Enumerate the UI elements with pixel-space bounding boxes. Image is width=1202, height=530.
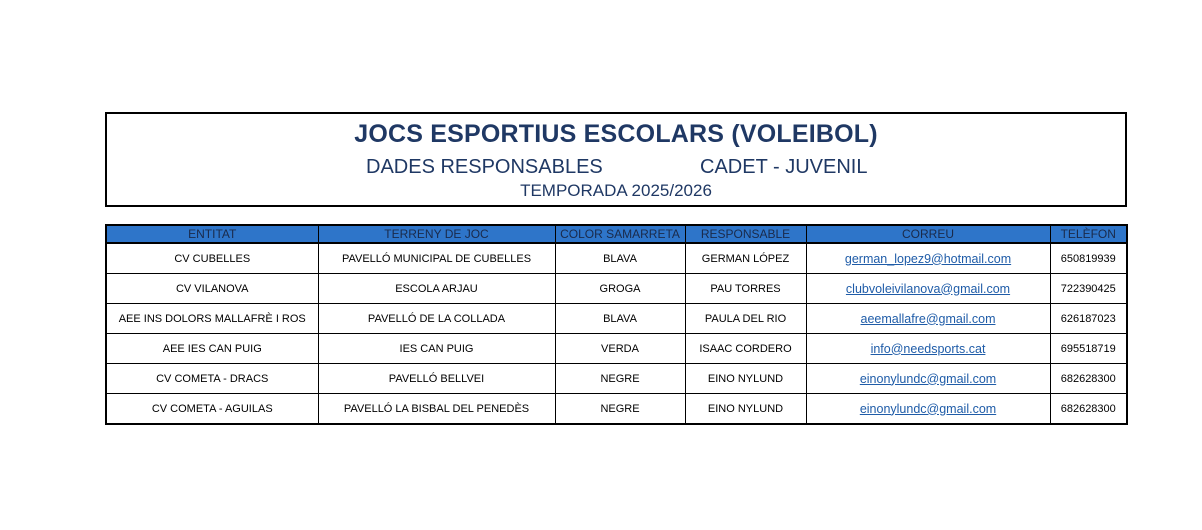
cell-entitat: CV VILANOVA — [107, 274, 318, 304]
cell-telefon: 722390425 — [1050, 274, 1126, 304]
cell-telefon: 650819939 — [1050, 243, 1126, 274]
season-label: TEMPORADA 2025/2026 — [520, 181, 712, 200]
email-link[interactable]: einonylundc@gmail.com — [806, 394, 1050, 424]
cell-responsable: GERMAN LÓPEZ — [685, 243, 806, 274]
column-header-correu: CORREU — [806, 226, 1050, 243]
cell-telefon: 682628300 — [1050, 364, 1126, 394]
contacts-table — [105, 224, 1128, 425]
column-header-telefon: TELÈFON — [1050, 226, 1126, 243]
cell-color: VERDA — [555, 334, 685, 364]
cell-color: NEGRE — [555, 394, 685, 424]
cell-entitat: AEE INS DOLORS MALLAFRÈ I ROS — [107, 304, 318, 334]
cell-color: NEGRE — [555, 364, 685, 394]
cell-responsable: PAU TORRES — [685, 274, 806, 304]
column-header-color: COLOR SAMARRETA — [555, 226, 685, 243]
column-header-entitat: ENTITAT — [107, 226, 318, 243]
cell-color: GROGA — [555, 274, 685, 304]
table-row — [107, 243, 1126, 274]
cell-terreny: PAVELLÓ LA BISBAL DEL PENEDÈS — [318, 394, 555, 424]
email-link[interactable]: clubvoleivilanova@gmail.com — [806, 274, 1050, 304]
cell-terreny: IES CAN PUIG — [318, 334, 555, 364]
email-link[interactable]: einonylundc@gmail.com — [806, 364, 1050, 394]
cell-color: BLAVA — [555, 304, 685, 334]
cell-entitat: AEE IES CAN PUIG — [107, 334, 318, 364]
cell-terreny: PAVELLÓ BELLVEI — [318, 364, 555, 394]
cell-responsable: PAULA DEL RIO — [685, 304, 806, 334]
cell-responsable: EINO NYLUND — [685, 364, 806, 394]
cell-responsable: EINO NYLUND — [685, 394, 806, 424]
cell-terreny: PAVELLÓ DE LA COLLADA — [318, 304, 555, 334]
email-link[interactable]: info@needsports.cat — [806, 334, 1050, 364]
table-row — [107, 274, 1126, 304]
subtitle-category: CADET - JUVENIL — [700, 156, 868, 178]
table-header-row — [107, 226, 1126, 243]
page-title: JOCS ESPORTIUS ESCOLARS (VOLEIBOL) — [354, 120, 878, 148]
subtitle-responsables: DADES RESPONSABLES — [366, 156, 603, 178]
cell-responsable: ISAAC CORDERO — [685, 334, 806, 364]
cell-terreny: PAVELLÓ MUNICIPAL DE CUBELLES — [318, 243, 555, 274]
column-header-responsable: RESPONSABLE — [685, 226, 806, 243]
table-row — [107, 334, 1126, 364]
table-row — [107, 304, 1126, 334]
title-box — [105, 112, 1127, 207]
cell-terreny: ESCOLA ARJAU — [318, 274, 555, 304]
table-row — [107, 394, 1126, 424]
cell-telefon: 695518719 — [1050, 334, 1126, 364]
cell-telefon: 626187023 — [1050, 304, 1126, 334]
email-link[interactable]: aeemallafre@gmail.com — [806, 304, 1050, 334]
cell-telefon: 682628300 — [1060, 402, 1116, 415]
email-link[interactable]: german_lopez9@hotmail.com — [806, 243, 1050, 274]
cell-entitat: CV COMETA - DRACS — [107, 364, 318, 394]
table-row — [107, 364, 1126, 394]
cell-entitat: CV COMETA - AGUILAS — [107, 394, 318, 424]
cell-color: BLAVA — [555, 243, 685, 274]
cell-entitat: CV CUBELLES — [107, 243, 318, 274]
column-header-terreny: TERRENY DE JOC — [318, 226, 555, 243]
